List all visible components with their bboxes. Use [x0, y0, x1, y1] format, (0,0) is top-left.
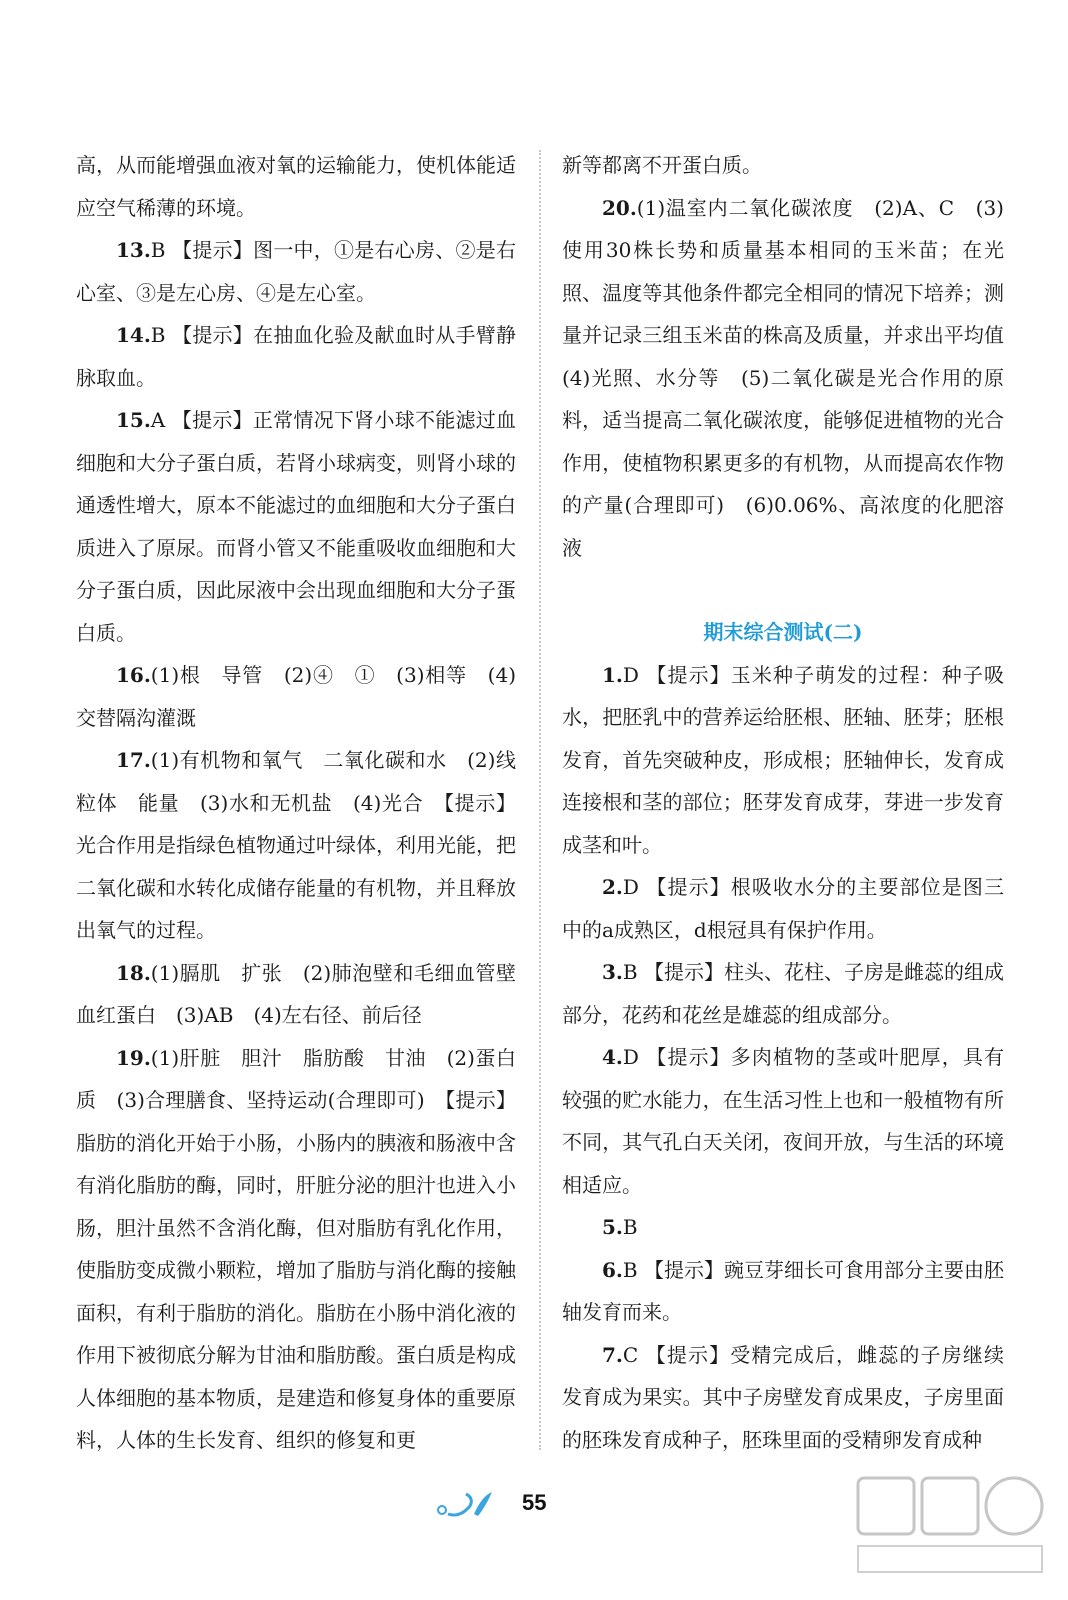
left-column	[76, 144, 536, 1462]
answer-3	[562, 951, 1004, 1036]
answer-number: 15.	[116, 408, 151, 432]
answer-text: (1)温室内二氧化碳浓度 (2)A、C (3)使用30株长势和质量基本相同的玉米苗；在光照、温度等其他条件都完全相同的情况下培养；测量并记录三组玉米苗的株高及质量，并求出平均值 (4)光照、水分等 (5)二氧化碳是光合作用的原料，适当提高二氧化碳浓度，能够促进植物的光合作用，使植物积累更多的有机物，从而提高农作物的产量(合理即可) (6)0.06%、高浓度的化肥溶液	[562, 195, 1024, 560]
answer-text: D 【提示】多肉植物的茎或叶肥厚，具有较强的贮水能力，在生活习性上也和一般植物有所不同，其气孔白天关闭，夜间开放，与生活的环境相适应。	[562, 1045, 1004, 1197]
answer-number: 13.	[116, 238, 151, 262]
column-divider	[539, 150, 541, 1450]
answer-number: 14.	[116, 323, 151, 347]
answer-17	[76, 739, 516, 952]
answer-number: 7.	[602, 1342, 623, 1367]
answer-number: 16.	[116, 663, 151, 687]
continued-paragraph: 高，从而能增强血液对氧的运输能力，使机体能适应空气稀薄的环境。	[76, 153, 516, 220]
answer-text: (1)有机物和氧气 二氧化碳和水 (2)线粒体 能量 (3)水和无机盐 (4)光合 【提示】光合作用是指绿色植物通过叶绿体，利用光能，把二氧化碳和水转化成储存能量的有机物，并且释放出氧气的过程。	[76, 748, 516, 942]
answer-20	[562, 187, 1024, 570]
answer-number: 19.	[116, 1045, 151, 1070]
answer-text: (1)膈肌 扩张 (2)肺泡壁和毛细血管壁 血红蛋白 (3)AB (4)左右径、前后径	[76, 960, 536, 1027]
answer-4	[562, 1036, 1004, 1206]
answer-5	[562, 1206, 1004, 1249]
answer-14	[76, 314, 516, 399]
answer-number: 5.	[602, 1215, 623, 1239]
answer-number: 3.	[602, 960, 623, 984]
answer-7	[562, 1334, 1004, 1462]
answer-number: 2.	[602, 875, 623, 899]
answer-number: 4.	[602, 1045, 623, 1069]
answer-number: 17.	[116, 748, 151, 772]
answer-text: B 【提示】豌豆芽细长可食用部分主要由胚轴发育而来。	[562, 1257, 1004, 1324]
answer-19	[76, 1037, 516, 1462]
continued-paragraph: 新等都离不开蛋白质。	[562, 153, 762, 177]
answer-number: 6.	[602, 1257, 623, 1282]
watermark-logo-icon	[850, 1472, 1050, 1582]
section-title: 期末综合测试(二)	[703, 620, 863, 644]
answer-2	[562, 866, 1004, 951]
answer-text: D 【提示】玉米种子萌发的过程：种子吸水，把胚乳中的营养运给胚根、胚轴、胚芽；胚根发育，首先突破种皮，形成根；胚轴伸长，发育成连接根和茎的部位；胚芽发育成芽，芽进一步发育成茎和叶。	[562, 662, 1004, 857]
answer-6	[562, 1249, 1004, 1334]
answer-text: B	[622, 1215, 638, 1239]
answer-text: B 【提示】柱头、花柱、子房是雌蕊的组成部分，花药和花丝是雄蕊的组成部分。	[562, 960, 1004, 1027]
answer-text: (1)肝脏 胆汁 脂肪酸 甘油 (2)蛋白质 (3)合理膳食、坚持运动(合理即可) 【提示】脂肪的消化开始于小肠，小肠内的胰液和肠液中含有消化脂肪的酶，同时，肝脏分泌的胆汁也进入小肠，胆汁虽然不含消化酶，但对脂肪有乳化作用，使脂肪变成微小颗粒，增加了脂肪与消化酶的接触面积，有利于脂肪的消化。脂肪在小肠中消化液的作用下被彻底分解为甘油和脂肪酸。蛋白质是构成人体细胞的基本物质，是建造和修复身体的重要原料，人体的生长发育、组织的修复和更	[76, 1045, 516, 1452]
answer-text: B 【提示】图一中，①是右心房、②是右心室、③是左心房、④是左心室。	[76, 238, 516, 305]
wave-ornament-icon	[430, 1488, 510, 1522]
answer-18	[76, 952, 536, 1037]
answer-1	[562, 654, 1004, 867]
page-number: 55	[522, 1490, 547, 1515]
answer-number: 1.	[602, 662, 623, 687]
answer-number: 18.	[116, 960, 151, 985]
answer-text: D 【提示】根吸收水分的主要部位是图三中的a成熟区，d根冠具有保护作用。	[562, 875, 1004, 942]
answer-text: C 【提示】受精完成后，雌蕊的子房继续发育成为果实。其中子房壁发育成果皮，子房里面的胚珠发育成种子，胚珠里面的受精卵发育成种	[562, 1342, 1004, 1452]
answer-text: A 【提示】正常情况下肾小球不能滤过血细胞和大分子蛋白质，若肾小球病变，则肾小球的通透性增大，原本不能滤过的血细胞和大分子蛋白质进入了原尿。而肾小管又不能重吸收血细胞和大分子蛋白质，因此尿液中会出现血细胞和大分子蛋白质。	[76, 408, 516, 645]
answer-15	[76, 399, 516, 654]
right-column	[562, 144, 1024, 1461]
answer-13	[76, 229, 516, 314]
answer-text: (1)根 导管 (2)④ ① (3)相等 (4)交替隔沟灌溉	[76, 663, 516, 730]
answer-text: B 【提示】在抽血化验及献血时从手臂静脉取血。	[76, 323, 516, 390]
answer-number: 20.	[602, 195, 637, 220]
answer-16	[76, 654, 516, 739]
